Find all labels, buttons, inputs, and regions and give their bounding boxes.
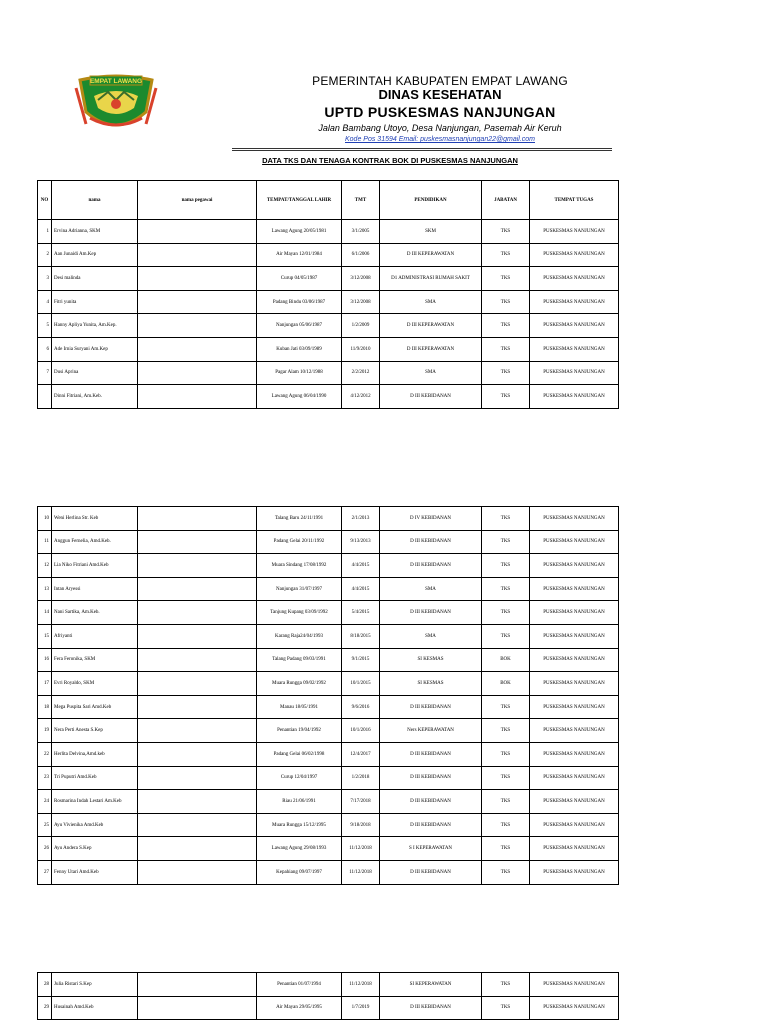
staff-table-part-2 <box>37 506 619 885</box>
cell-pendidikan: D III KEPERAWATAN <box>380 243 482 267</box>
cell-no: 12 <box>38 554 52 578</box>
cell-nama-pegawai <box>138 837 257 861</box>
cell-no: 16 <box>38 648 52 672</box>
header-tmt: TMT <box>342 181 380 220</box>
cell-jabatan: BOK <box>482 672 530 696</box>
cell-tmt: 11/12/2018 <box>342 837 380 861</box>
cell-tempat-tugas: PUSKESMAS NANJUNGAN <box>530 742 619 766</box>
cell-tmt: 9/13/2013 <box>342 530 380 554</box>
cell-tempat-tanggal-lahir: Curup 04/05/1987 <box>257 267 342 291</box>
cell-tmt: 2/2/2012 <box>342 361 380 385</box>
cell-tempat-tanggal-lahir: Lawang Agung 06/04/1990 <box>257 385 342 409</box>
cell-no: 5 <box>38 314 52 338</box>
cell-tmt: 6/1/2006 <box>342 243 380 267</box>
cell-tempat-tanggal-lahir: Lawang Agung 29/08/1993 <box>257 837 342 861</box>
cell-nama-pegawai <box>138 790 257 814</box>
cell-nama-pegawai <box>138 601 257 625</box>
cell-tempat-tugas: PUSKESMAS NANJUNGAN <box>530 790 619 814</box>
cell-tempat-tugas: PUSKESMAS NANJUNGAN <box>530 973 619 997</box>
cell-nama-pegawai <box>138 973 257 997</box>
cell-pendidikan: SMA <box>380 290 482 314</box>
cell-nama: Intan Aryessi <box>52 577 138 601</box>
table-row <box>38 996 619 1020</box>
cell-pendidikan: SKM <box>380 220 482 244</box>
cell-nama: Anggun Fernelia, Amd.Keb. <box>52 530 138 554</box>
letterhead-line1: PEMERINTAH KABUPATEN EMPAT LAWANG <box>312 74 568 88</box>
cell-tmt: 1/2/2018 <box>342 766 380 790</box>
cell-tempat-tanggal-lahir: Lawang Agung 20/05/1981 <box>257 220 342 244</box>
cell-tempat-tanggal-lahir: Nanjungan 31/07/1997 <box>257 577 342 601</box>
cell-no: 10 <box>38 507 52 531</box>
table-row <box>38 385 619 409</box>
cell-pendidikan: S I KEPERAWATAN <box>380 837 482 861</box>
table-row <box>38 672 619 696</box>
cell-nama: Ervina Adrianna, SKM <box>52 220 138 244</box>
cell-pendidikan: D IV KEBIDANAN <box>380 507 482 531</box>
cell-tempat-tugas: PUSKESMAS NANJUNGAN <box>530 220 619 244</box>
cell-nama-pegawai <box>138 719 257 743</box>
table-row <box>38 742 619 766</box>
header-no: NO <box>38 181 52 220</box>
staff-table-part-1 <box>37 180 619 409</box>
cell-nama: Evri Royaldo, SKM <box>52 672 138 696</box>
cell-jabatan: TKS <box>482 790 530 814</box>
cell-jabatan: TKS <box>482 314 530 338</box>
cell-nama-pegawai <box>138 530 257 554</box>
header-nama-pegawai: nama pegawai <box>138 181 257 220</box>
cell-no: 23 <box>38 766 52 790</box>
cell-no: 29 <box>38 996 52 1020</box>
cell-pendidikan: Ners KEPERAWATAN <box>380 719 482 743</box>
cell-tempat-tanggal-lahir: Talang Baru 24/11/1991 <box>257 507 342 531</box>
cell-nama-pegawai <box>138 243 257 267</box>
cell-pendidikan: D1 ADMINISTRASI RUMAH SAKIT <box>380 267 482 291</box>
cell-tmt: 10/1/2015 <box>342 672 380 696</box>
cell-nama-pegawai <box>138 813 257 837</box>
cell-tmt: 3/1/2005 <box>342 220 380 244</box>
cell-tempat-tugas: PUSKESMAS NANJUNGAN <box>530 766 619 790</box>
cell-jabatan: TKS <box>482 719 530 743</box>
cell-tempat-tanggal-lahir: Air Mayan 12/01/1984 <box>257 243 342 267</box>
cell-jabatan: TKS <box>482 530 530 554</box>
cell-tempat-tanggal-lahir: Padang Bindu 03/06/1987 <box>257 290 342 314</box>
document-title: DATA TKS DAN TENAGA KONTRAK BOK DI PUSKESMAS NANJUNGAN <box>262 156 518 165</box>
cell-nama: Aan Junaidi Am.Kep <box>52 243 138 267</box>
cell-no <box>38 385 52 409</box>
cell-nama: Fera Feronika, SKM <box>52 648 138 672</box>
cell-tmt: 2/1/2013 <box>342 507 380 531</box>
cell-tempat-tanggal-lahir: Tanjung Kupang 03/09/1992 <box>257 601 342 625</box>
cell-nama-pegawai <box>138 648 257 672</box>
cell-jabatan: TKS <box>482 290 530 314</box>
cell-tmt: 10/1/2016 <box>342 719 380 743</box>
cell-tempat-tanggal-lahir: Muara Rungga 09/02/1992 <box>257 672 342 696</box>
cell-pendidikan: D III KEBIDANAN <box>380 530 482 554</box>
table-row <box>38 577 619 601</box>
cell-tempat-tanggal-lahir: Padang Gelai 06/02/1998 <box>257 742 342 766</box>
cell-tmt: 3/12/2008 <box>342 290 380 314</box>
cell-tempat-tanggal-lahir: Kepahiang 09/07/1997 <box>257 860 342 884</box>
cell-tempat-tanggal-lahir: Air Mayan 29/05/1995 <box>257 996 342 1020</box>
cell-pendidikan: SMA <box>380 624 482 648</box>
letterhead-divider <box>232 148 612 149</box>
table-row <box>38 243 619 267</box>
cell-tempat-tugas: PUSKESMAS NANJUNGAN <box>530 290 619 314</box>
cell-pendidikan: SI KEPERAWATAN <box>380 973 482 997</box>
cell-no: 18 <box>38 695 52 719</box>
cell-pendidikan: D III KEPERAWATAN <box>380 337 482 361</box>
table-row <box>38 314 619 338</box>
cell-tmt: 3/12/2008 <box>342 267 380 291</box>
cell-tmt: 4/12/2012 <box>342 385 380 409</box>
cell-tempat-tugas: PUSKESMAS NANJUNGAN <box>530 601 619 625</box>
cell-no: 15 <box>38 624 52 648</box>
cell-pendidikan: D III KEBIDANAN <box>380 601 482 625</box>
cell-nama-pegawai <box>138 220 257 244</box>
header-tempat-tanggal-lahir: TEMPAT/TANGGAL LAHIR <box>257 181 342 220</box>
cell-no: 3 <box>38 267 52 291</box>
cell-tempat-tugas: PUSKESMAS NANJUNGAN <box>530 507 619 531</box>
cell-jabatan: TKS <box>482 860 530 884</box>
cell-nama-pegawai <box>138 290 257 314</box>
cell-jabatan: TKS <box>482 577 530 601</box>
header-tempat-tugas: TEMPAT TUGAS <box>530 181 619 220</box>
header-jabatan: JABATAN <box>482 181 530 220</box>
cell-nama-pegawai <box>138 672 257 696</box>
table-row <box>38 530 619 554</box>
table-row <box>38 648 619 672</box>
cell-tempat-tanggal-lahir: Riau 21/06/1991 <box>257 790 342 814</box>
cell-nama-pegawai <box>138 507 257 531</box>
cell-tempat-tugas: PUSKESMAS NANJUNGAN <box>530 695 619 719</box>
table-header-row <box>38 181 619 220</box>
cell-nama-pegawai <box>138 860 257 884</box>
cell-nama-pegawai <box>138 361 257 385</box>
cell-jabatan: TKS <box>482 507 530 531</box>
table-row <box>38 813 619 837</box>
letterhead-line2: DINAS KESEHATAN <box>378 87 502 102</box>
cell-nama: Hanny Apliya Yunita, Am.Kep. <box>52 314 138 338</box>
cell-pendidikan: D III KEBIDANAN <box>380 790 482 814</box>
cell-nama-pegawai <box>138 267 257 291</box>
cell-nama: Husainah Amd.Keb <box>52 996 138 1020</box>
table-row <box>38 973 619 997</box>
cell-pendidikan: D III KEBIDANAN <box>380 554 482 578</box>
cell-tempat-tugas: PUSKESMAS NANJUNGAN <box>530 554 619 578</box>
cell-pendidikan: D III KEBIDANAN <box>380 766 482 790</box>
cell-no: 2 <box>38 243 52 267</box>
cell-nama: Julia Ristari S.Kep <box>52 973 138 997</box>
cell-nama-pegawai <box>138 624 257 648</box>
table-row <box>38 554 619 578</box>
cell-tempat-tugas: PUSKESMAS NANJUNGAN <box>530 996 619 1020</box>
cell-nama-pegawai <box>138 766 257 790</box>
cell-jabatan: TKS <box>482 337 530 361</box>
cell-nama: Weni Herlina Str. Keb <box>52 507 138 531</box>
cell-tempat-tanggal-lahir: Penantian 01/07/1994 <box>257 973 342 997</box>
table-row <box>38 837 619 861</box>
cell-jabatan: TKS <box>482 813 530 837</box>
table-row <box>38 267 619 291</box>
cell-tmt: 11/12/2018 <box>342 860 380 884</box>
cell-tempat-tugas: PUSKESMAS NANJUNGAN <box>530 243 619 267</box>
cell-pendidikan: SI KESMAS <box>380 672 482 696</box>
cell-pendidikan: D III KEBIDANAN <box>380 385 482 409</box>
letterhead-divider-thin <box>232 150 612 151</box>
cell-nama: Fitri yunita <box>52 290 138 314</box>
cell-tempat-tugas: PUSKESMAS NANJUNGAN <box>530 837 619 861</box>
cell-tempat-tugas: PUSKESMAS NANJUNGAN <box>530 624 619 648</box>
cell-no: 6 <box>38 337 52 361</box>
cell-jabatan: TKS <box>482 361 530 385</box>
cell-jabatan: TKS <box>482 220 530 244</box>
cell-nama-pegawai <box>138 554 257 578</box>
cell-pendidikan: D III KEBIDANAN <box>380 860 482 884</box>
cell-pendidikan: D III KEBIDANAN <box>380 813 482 837</box>
cell-tmt: 11/12/2018 <box>342 973 380 997</box>
table-row <box>38 766 619 790</box>
cell-nama: Desi malinda <box>52 267 138 291</box>
cell-no: 25 <box>38 813 52 837</box>
table-row <box>38 624 619 648</box>
cell-tempat-tugas: PUSKESMAS NANJUNGAN <box>530 672 619 696</box>
cell-nama: Dusi Aprina <box>52 361 138 385</box>
letterhead-address: Jalan Bambang Utoyo, Desa Nanjungan, Pasemah Air Keruh <box>318 123 562 133</box>
cell-jabatan: TKS <box>482 601 530 625</box>
table-row <box>38 507 619 531</box>
cell-jabatan: TKS <box>482 996 530 1020</box>
cell-tmt: 9/1/2015 <box>342 648 380 672</box>
cell-pendidikan: SI KESMAS <box>380 648 482 672</box>
cell-no: 13 <box>38 577 52 601</box>
cell-pendidikan: SMA <box>380 577 482 601</box>
cell-tmt: 1/7/2019 <box>342 996 380 1020</box>
cell-tempat-tugas: PUSKESMAS NANJUNGAN <box>530 267 619 291</box>
cell-tempat-tugas: PUSKESMAS NANJUNGAN <box>530 337 619 361</box>
cell-tempat-tanggal-lahir: Penantian 19/04/1992 <box>257 719 342 743</box>
header-pendidikan: PENDIDIKAN <box>380 181 482 220</box>
cell-tempat-tugas: PUSKESMAS NANJUNGAN <box>530 648 619 672</box>
cell-no: 24 <box>38 790 52 814</box>
cell-jabatan: TKS <box>482 766 530 790</box>
cell-nama-pegawai <box>138 742 257 766</box>
table-row <box>38 601 619 625</box>
cell-jabatan: TKS <box>482 385 530 409</box>
cell-nama: Ayu Andera S.Kep <box>52 837 138 861</box>
cell-nama: Dinni Fitriani, Am.Keb. <box>52 385 138 409</box>
cell-no: 19 <box>38 719 52 743</box>
cell-nama-pegawai <box>138 385 257 409</box>
cell-jabatan: TKS <box>482 742 530 766</box>
cell-pendidikan: D III KEBIDANAN <box>380 742 482 766</box>
cell-no: 17 <box>38 672 52 696</box>
cell-jabatan: TKS <box>482 695 530 719</box>
cell-nama-pegawai <box>138 695 257 719</box>
cell-tempat-tanggal-lahir: Curup 12/04/1997 <box>257 766 342 790</box>
cell-pendidikan: D III KEPERAWATAN <box>380 314 482 338</box>
cell-no: 26 <box>38 837 52 861</box>
cell-tmt: 5/4/2015 <box>342 601 380 625</box>
header-nama: nama <box>52 181 138 220</box>
cell-tmt: 7/17/2018 <box>342 790 380 814</box>
cell-tmt: 9/18/2018 <box>342 813 380 837</box>
cell-nama: Afriyanti <box>52 624 138 648</box>
cell-no: 1 <box>38 220 52 244</box>
empat-lawang-logo <box>68 74 164 138</box>
cell-nama-pegawai <box>138 996 257 1020</box>
cell-nama: Tri Puputri Amd.Keb <box>52 766 138 790</box>
cell-jabatan: BOK <box>482 648 530 672</box>
cell-tempat-tugas: PUSKESMAS NANJUNGAN <box>530 361 619 385</box>
cell-tempat-tanggal-lahir: Muara Sindang 17/08/1992 <box>257 554 342 578</box>
cell-tempat-tugas: PUSKESMAS NANJUNGAN <box>530 813 619 837</box>
cell-nama: Rosmarina Indah Lestari Am.Keb <box>52 790 138 814</box>
cell-nama: Nera Perti Anesta S.Kep <box>52 719 138 743</box>
cell-no: 27 <box>38 860 52 884</box>
table-row <box>38 790 619 814</box>
cell-tempat-tugas: PUSKESMAS NANJUNGAN <box>530 314 619 338</box>
cell-tmt: 8/18/2015 <box>342 624 380 648</box>
cell-tempat-tanggal-lahir: Kuban Jati 03/09/1989 <box>257 337 342 361</box>
cell-nama-pegawai <box>138 577 257 601</box>
cell-pendidikan: D III KEBIDANAN <box>380 695 482 719</box>
table-row <box>38 290 619 314</box>
cell-tempat-tugas: PUSKESMAS NANJUNGAN <box>530 577 619 601</box>
cell-tempat-tanggal-lahir: Talang Padang 09/03/1991 <box>257 648 342 672</box>
table-row <box>38 361 619 385</box>
cell-tempat-tanggal-lahir: Muara Rungga 15/12/1995 <box>257 813 342 837</box>
cell-nama: Nani Sartika, Am.Keb. <box>52 601 138 625</box>
cell-no: 4 <box>38 290 52 314</box>
cell-jabatan: TKS <box>482 624 530 648</box>
cell-tempat-tanggal-lahir: Manau 18/05/1991 <box>257 695 342 719</box>
cell-tmt: 4/4/2015 <box>342 577 380 601</box>
table-row <box>38 337 619 361</box>
cell-tempat-tugas: PUSKESMAS NANJUNGAN <box>530 860 619 884</box>
cell-nama: Fenny Utari Amd.Keb <box>52 860 138 884</box>
cell-no: 7 <box>38 361 52 385</box>
table-row <box>38 695 619 719</box>
staff-table-part-3 <box>37 972 619 1020</box>
cell-no: 22 <box>38 742 52 766</box>
cell-nama: Herlita Delvina,Amd.keb <box>52 742 138 766</box>
cell-nama: Lia Niko Fitriani Amd.Keb <box>52 554 138 578</box>
cell-tmt: 11/9/2010 <box>342 337 380 361</box>
cell-no: 28 <box>38 973 52 997</box>
cell-tmt: 4/4/2015 <box>342 554 380 578</box>
cell-jabatan: TKS <box>482 837 530 861</box>
cell-jabatan: TKS <box>482 973 530 997</box>
table-row <box>38 860 619 884</box>
cell-tempat-tanggal-lahir: Padang Gelai 20/11/1992 <box>257 530 342 554</box>
cell-jabatan: TKS <box>482 267 530 291</box>
cell-tempat-tugas: PUSKESMAS NANJUNGAN <box>530 530 619 554</box>
cell-tempat-tanggal-lahir: Karang Raja24/04/1993 <box>257 624 342 648</box>
cell-nama: Ayu Vivienika Amd.Keb <box>52 813 138 837</box>
letterhead-contact: Kode Pos 31594 Email: puskesmasnanjungan22@gmail.com <box>345 136 535 143</box>
cell-nama-pegawai <box>138 337 257 361</box>
cell-pendidikan: SMA <box>380 361 482 385</box>
cell-tempat-tugas: PUSKESMAS NANJUNGAN <box>530 385 619 409</box>
logo-text: EMPAT LAWANG <box>89 78 143 85</box>
cell-tempat-tanggal-lahir: Nanjungan 05/06/1987 <box>257 314 342 338</box>
cell-no: 14 <box>38 601 52 625</box>
cell-tmt: 1/2/2009 <box>342 314 380 338</box>
cell-tempat-tugas: PUSKESMAS NANJUNGAN <box>530 719 619 743</box>
cell-tmt: 12/4/2017 <box>342 742 380 766</box>
table-row <box>38 719 619 743</box>
cell-pendidikan: D III KEBIDANAN <box>380 996 482 1020</box>
cell-nama-pegawai <box>138 314 257 338</box>
cell-nama: Mega Puspita Sari Amd.Keb <box>52 695 138 719</box>
letterhead-line3: UPTD PUSKESMAS NANJUNGAN <box>324 104 556 120</box>
table-row <box>38 220 619 244</box>
cell-jabatan: TKS <box>482 554 530 578</box>
cell-nama: Ade Irnia Suryani Am.Kep <box>52 337 138 361</box>
cell-tmt: 9/6/2016 <box>342 695 380 719</box>
cell-no: 11 <box>38 530 52 554</box>
cell-tempat-tanggal-lahir: Pagar Alam 10/12/1988 <box>257 361 342 385</box>
cell-jabatan: TKS <box>482 243 530 267</box>
